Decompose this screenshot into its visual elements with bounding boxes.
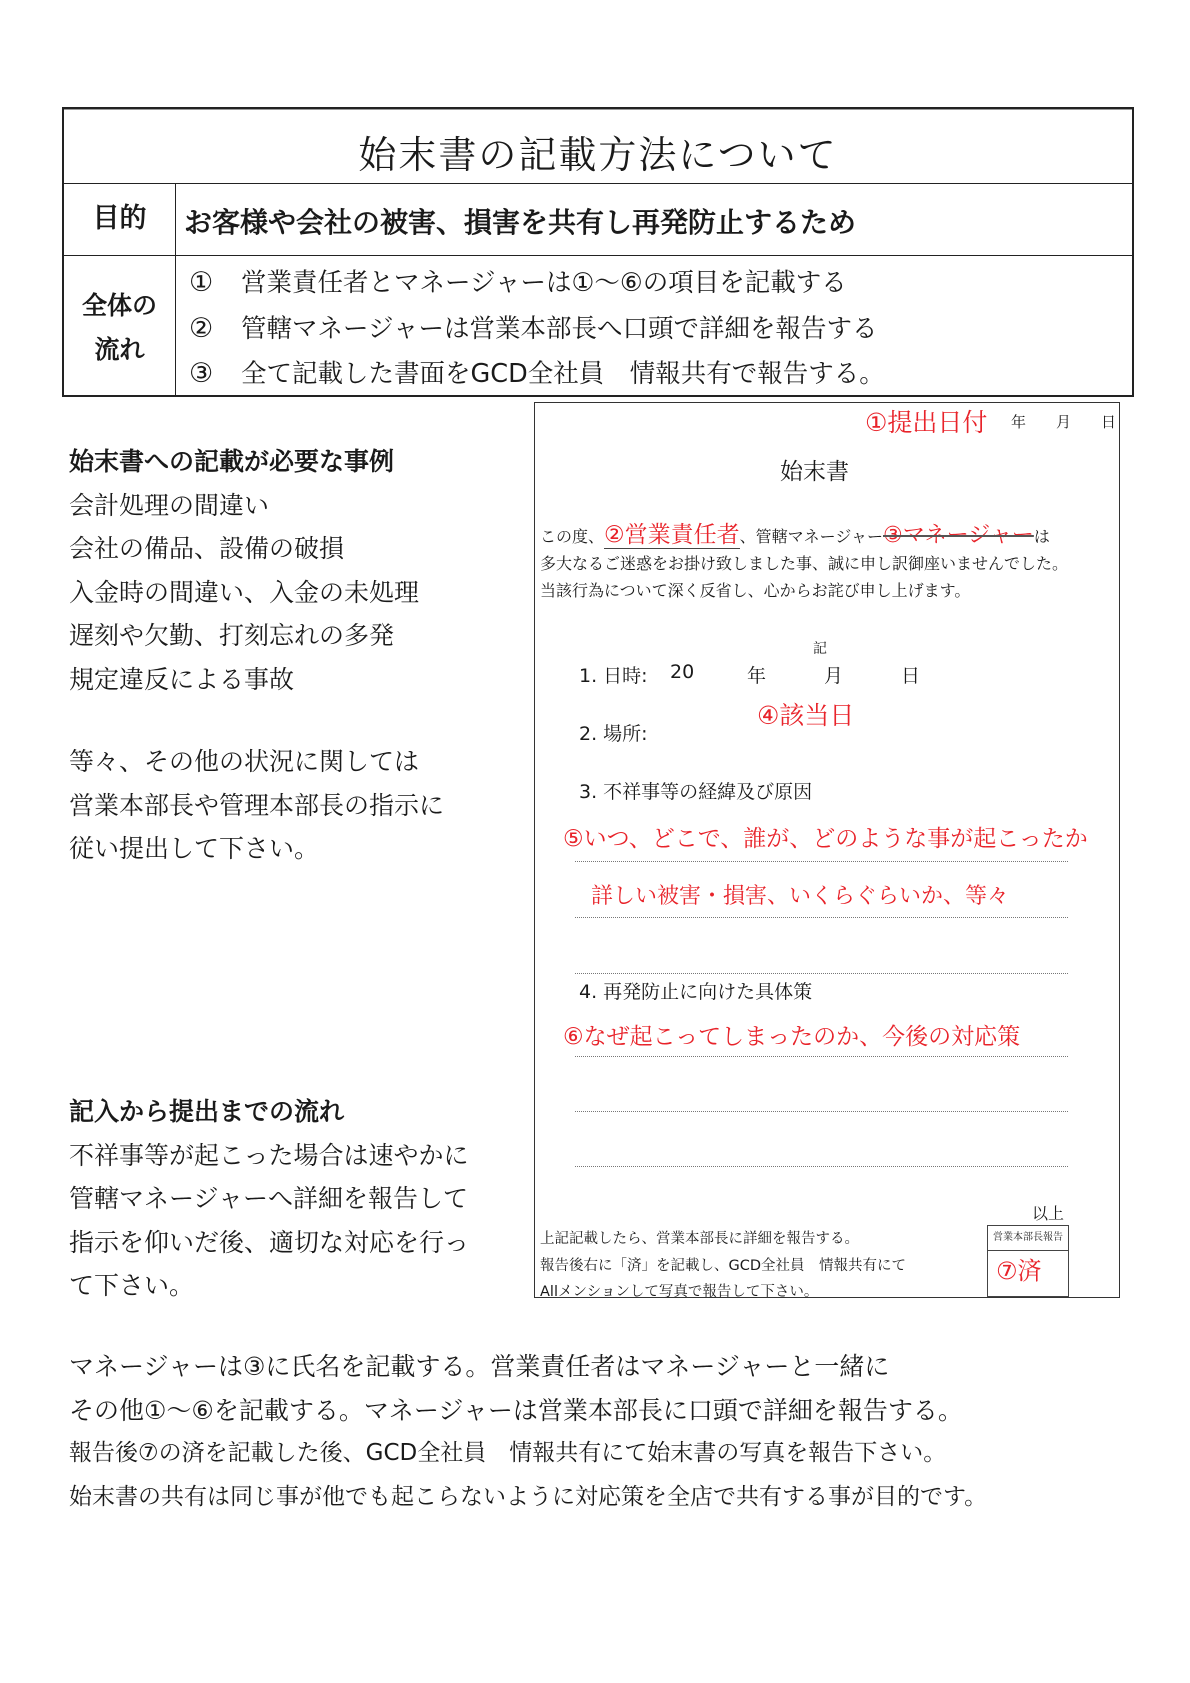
item1-day: 日 — [901, 665, 921, 687]
item3-annotation-2: 詳しい被害・損害、いくらぐらいか、等々 — [591, 884, 1010, 909]
bottom-line: 報告後⑦の済を記載した後、GCD全社員 情報共有にて始末書の写真を報告下さい。 — [69, 1440, 947, 1466]
manager-annotation: ③マネージャー — [883, 523, 1034, 548]
cases-note — [69, 740, 444, 871]
closing-mark: 以上 — [1032, 1204, 1065, 1223]
process-section — [69, 1090, 469, 1308]
intro-prefix: この度、 — [540, 527, 605, 546]
page-title: 始末書の記載方法について — [358, 133, 838, 177]
flow-label — [64, 256, 176, 395]
body-line-3: 当該行為について深く反省し、心からお詫び申し上げます。 — [540, 581, 971, 600]
summary-table — [62, 107, 1134, 397]
process-line: 管轄マネージャーへ詳細を報告して — [69, 1184, 469, 1213]
case-item: 遅刻や欠勤、打刻忘れの多発 — [69, 621, 395, 650]
submission-date-annotation: ①提出日付 — [865, 408, 988, 437]
event-date-annotation: ④該当日 — [757, 701, 855, 730]
intro-line — [540, 516, 1050, 549]
item2-label: 2. 場所: — [579, 723, 648, 745]
bottom-instructions — [69, 1345, 987, 1519]
purpose-row — [64, 184, 1132, 256]
report-stamp-box — [987, 1225, 1069, 1297]
ki-mark: 記 — [813, 641, 827, 657]
item1-label: 1. 日時: — [579, 665, 648, 687]
bottom-line: 始末書の共有は同じ事が他でも起こらないように対応策を全店で共有する事が目的です。 — [69, 1483, 988, 1510]
flow-item-number: ③ — [189, 358, 214, 389]
cases-section — [69, 440, 419, 701]
item3-label: 3. 不祥事等の経緯及び原因 — [579, 781, 813, 803]
dotted-line — [575, 1056, 1068, 1057]
note-line: 営業本部長や管理本部長の指示に — [69, 790, 445, 820]
cases-heading: 始末書への記載が必要な事例 — [69, 447, 395, 476]
sales-manager-annotation: ②営業責任者 — [604, 522, 740, 548]
dotted-line — [575, 917, 1068, 918]
bottom-line: マネージャーは③に氏名を記載する。営業責任者はマネージャーと一緒に — [69, 1352, 890, 1381]
item4-label: 4. 再発防止に向けた具体策 — [579, 981, 813, 1003]
process-line: て下さい。 — [69, 1271, 195, 1300]
flow-item-text: 全て記載した書面をGCD全社員 情報共有で報告する。 — [241, 359, 885, 389]
document-title: 始末書 — [780, 459, 849, 485]
case-item: 入金時の間違い、入金の未処理 — [69, 577, 420, 607]
dotted-line — [575, 1166, 1068, 1167]
purpose-text: お客様や会社の被害、損害を共有し再発防止するため — [184, 206, 857, 239]
footer-line-3: Allメンションして写真で報告して下さい。 — [540, 1284, 819, 1300]
intro-middle: 、管轄マネージャー — [739, 527, 884, 546]
stamp-annotation: ⑦済 — [996, 1257, 1042, 1285]
flow-label-line2: 流れ — [94, 335, 145, 364]
title-row — [64, 109, 1132, 184]
dotted-line — [575, 861, 1068, 862]
flow-item-number: ② — [189, 313, 214, 344]
bottom-line: その他①～⑥を記載する。マネージャーは営業本部長に口頭で詳細を報告する。 — [69, 1395, 963, 1425]
flow-item-number: ① — [189, 267, 214, 298]
item1-year-prefix: 20 — [670, 661, 695, 683]
dotted-line — [575, 1111, 1068, 1112]
item4-annotation: ⑥なぜ起こってしまったのか、今後の対応策 — [563, 1024, 1021, 1050]
process-line: 不祥事等が起こった場合は速やかに — [69, 1140, 469, 1170]
note-line: 従い提出して下さい。 — [69, 834, 320, 863]
flow-item-text: 営業責任者とマネージャーは①～⑥の項目を記載する — [241, 268, 847, 298]
item3-annotation-1: ⑤いつ、どこで、誰が、どのような事が起こったか — [563, 826, 1088, 852]
stamp-label: 営業本部長報告 — [988, 1226, 1068, 1251]
flow-item-3 — [189, 354, 885, 390]
item1-year: 年 — [747, 665, 767, 687]
sample-document — [534, 402, 1120, 1298]
flow-item-2 — [189, 309, 877, 345]
process-heading: 記入から提出までの流れ — [69, 1097, 345, 1126]
footer-line-2: 報告後右に「済」を記載し、GCD全社員 情報共有にて — [540, 1258, 907, 1274]
purpose-label: 目的 — [64, 184, 176, 255]
flow-row — [64, 256, 1132, 395]
process-line: 指示を仰いだ後、適切な対応を行っ — [69, 1227, 470, 1257]
date-fields: 年 月 日 — [1011, 413, 1117, 431]
flow-item-1 — [189, 263, 847, 299]
flow-label-line1: 全体の — [81, 291, 157, 320]
note-line: 等々、その他の状況に関しては — [69, 747, 420, 776]
flow-item-text: 管轄マネージャーは営業本部長へ口頭で詳細を報告する — [241, 314, 878, 344]
case-item: 会社の備品、設備の破損 — [69, 534, 345, 563]
dotted-line — [575, 973, 1068, 974]
item1-month: 月 — [824, 665, 844, 687]
intro-suffix: は — [1033, 527, 1050, 546]
footer-line-1: 上記記載したら、営業本部長に詳細を報告する。 — [540, 1231, 859, 1247]
case-item: 会計処理の間違い — [69, 490, 270, 520]
case-item: 規定違反による事故 — [69, 664, 295, 694]
body-line-2: 多大なるご迷惑をお掛け致しました事、誠に申し訳御座いませんでした。 — [540, 554, 1069, 573]
